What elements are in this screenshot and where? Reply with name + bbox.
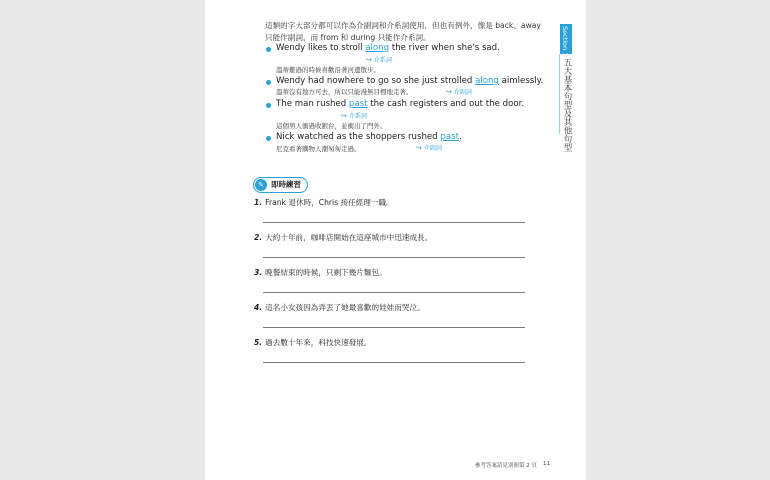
answer-line[interactable] <box>263 362 525 363</box>
arrow-icon: ↪ <box>446 88 452 96</box>
intro-line-1: 這類的字大部分都可以作為介副詞和介系詞使用，但也有例外，像是 back、away <box>265 21 541 30</box>
example-sentence-2: Wendy had nowhere to go so she just strolled along aimlessly. <box>276 76 544 86</box>
usage-note-1: ↪ 介系詞 <box>366 56 392 64</box>
example-sentence-3: The man rushed past the cash registers and out the door. <box>276 99 525 109</box>
page-number: 11 <box>543 461 550 467</box>
keyword: past <box>348 99 368 109</box>
keyword: along <box>365 43 390 53</box>
bullet-icon <box>266 47 271 52</box>
answer-line[interactable] <box>263 292 525 293</box>
answer-reference: 參考答案請見別冊第 2 頁 <box>475 463 537 469</box>
translation-3: 這個男人衝過收銀台，並衝出了門外。 <box>276 122 387 130</box>
example-sentence-1: Wendy likes to stroll along the river when she's sad. <box>276 43 500 53</box>
question-3: 3. 晚餐結束的時候，只剩下幾片麵包。 <box>254 268 387 277</box>
section-title: 五大基本句型及其他句型 <box>562 58 572 152</box>
translation-4: 尼克看著購物人潮匆匆走過。 <box>276 145 361 153</box>
translation-2: 溫蒂沒有地方可去，所以只能漫無目標地走著。 <box>276 88 413 96</box>
translation-1: 溫蒂難過的時候喜歡沿著河邊散步。 <box>276 66 380 74</box>
answer-line[interactable] <box>263 257 525 258</box>
practice-title: 即時練習 <box>271 180 301 189</box>
question-1: 1. Frank 退休時，Chris 接任經理一職。 <box>254 198 394 207</box>
answer-line[interactable] <box>263 327 525 328</box>
keyword: along <box>475 76 499 86</box>
bullet-icon <box>266 80 271 85</box>
arrow-icon: ↪ <box>416 144 422 152</box>
example-sentence-4: Nick watched as the shoppers rushed past. <box>276 132 462 142</box>
arrow-icon: ↪ <box>341 112 347 120</box>
question-4: 4. 這名小女孩因為弄丟了她最喜歡的娃娃而哭泣。 <box>254 303 425 312</box>
usage-note-3: ↪ 介系詞 <box>341 112 367 120</box>
arrow-icon: ↪ <box>366 56 372 64</box>
question-5: 5. 過去數十年來，科技快速發展。 <box>254 338 372 347</box>
question-2: 2. 大約十年前，咖啡店開始在這座城市中迅速成長。 <box>254 233 433 242</box>
pencil-icon: ✎ <box>255 179 267 191</box>
bullet-icon <box>266 103 271 108</box>
section-divider <box>559 54 560 134</box>
section-tab: Section 1 <box>560 24 572 54</box>
usage-note-2: ↪ 介副詞 <box>446 88 472 96</box>
usage-note-4: ↪ 介副詞 <box>416 144 442 152</box>
practice-badge <box>253 177 308 193</box>
keyword: past <box>440 132 459 142</box>
intro-line-2: 只能作副詞，而 from 和 during 只能作介系詞。 <box>265 33 431 42</box>
answer-line[interactable] <box>263 222 525 223</box>
bullet-icon <box>266 136 271 141</box>
